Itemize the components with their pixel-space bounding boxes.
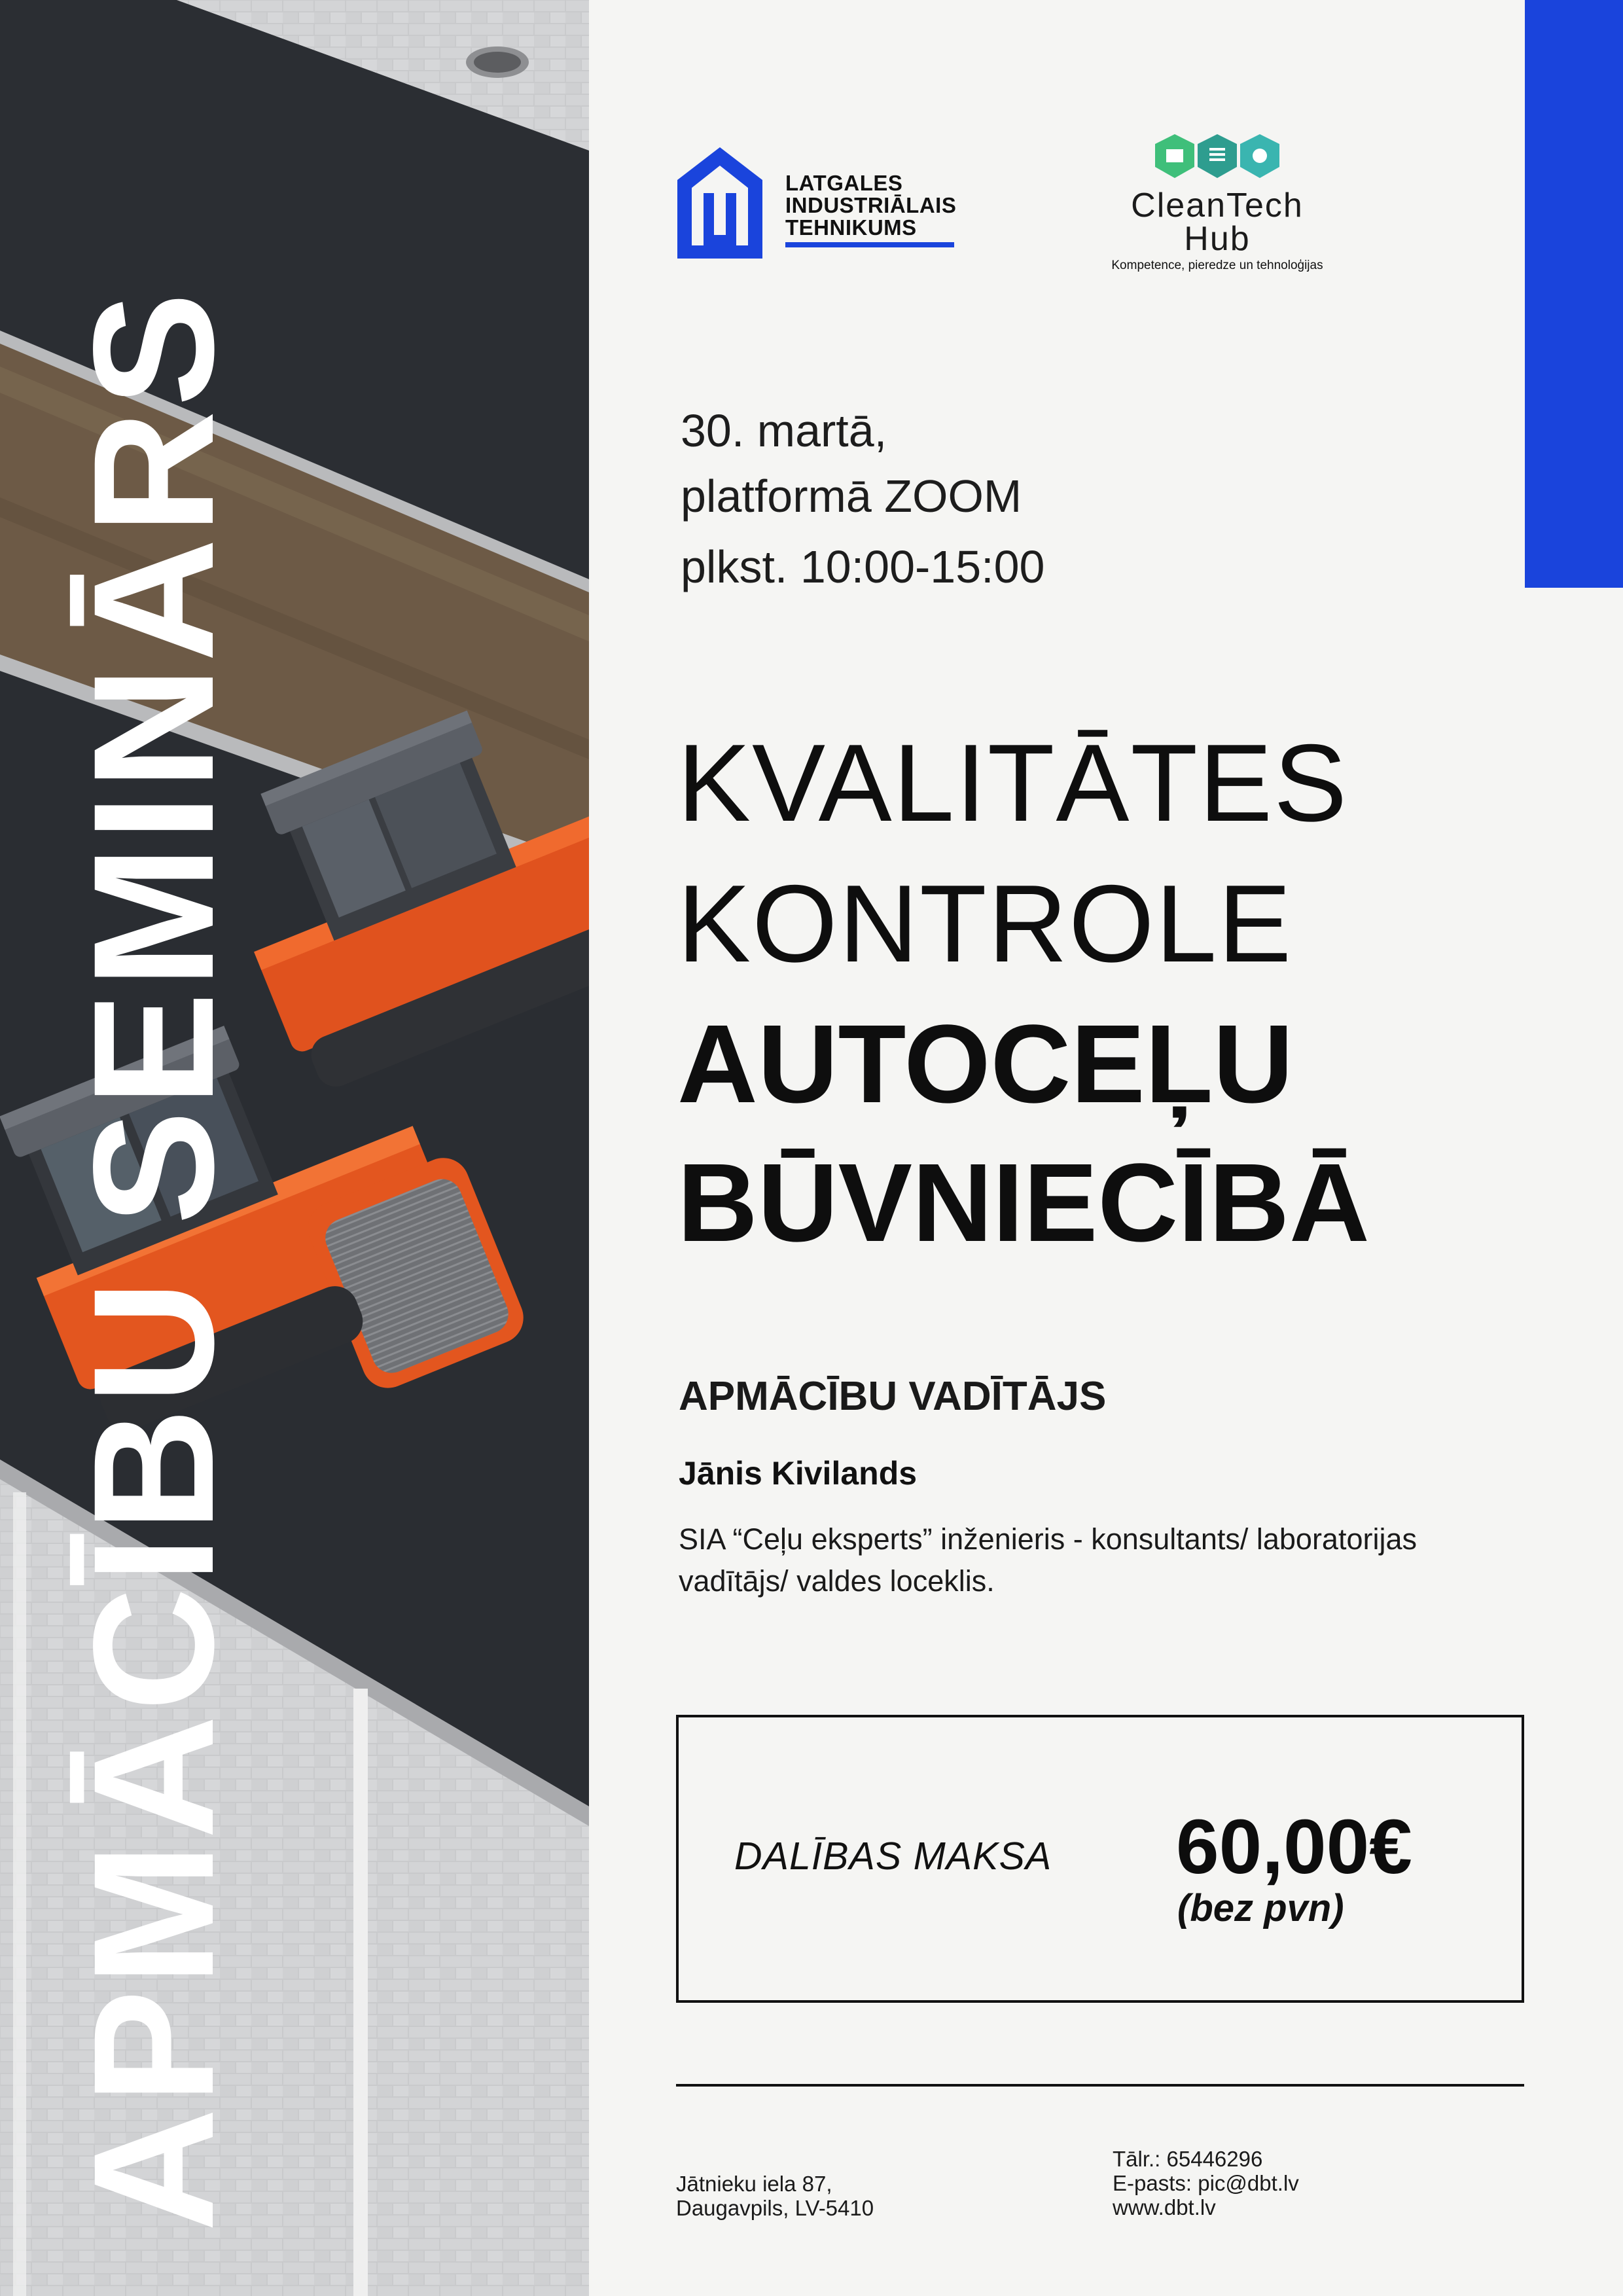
address-line-1: Jātnieku iela 87, [676,2172,832,2196]
lit-logo-line1: LATGALES [785,171,903,195]
address-line-2: Daugavpils, LV-5410 [676,2196,874,2220]
instructor-role: SIA “Ceļu eksperts” inženieris - konsultants/ laboratorijas vadītājs/ valdes loceklis. [679,1522,1417,1598]
instructor-name: Jānis Kivilands [679,1455,918,1492]
event-platform: platformā ZOOM [681,471,1022,522]
footer-email[interactable]: E-pasts: pic@dbt.lv [1113,2171,1299,2195]
title-line-2: KONTROLE [677,862,1293,985]
price-value: 60,00€ [1176,1804,1412,1890]
vertical-seminar-title: APMĀCĪBU SEMINĀRS [58,288,249,2232]
event-date: 30. martā, [681,405,887,456]
lit-logo-line3: TEHNIKUMS [785,215,917,240]
footer-contacts [1113,2147,1299,2219]
lit-logo-text [785,172,956,239]
title-line-3: AUTOCEĻU [677,1002,1294,1126]
blue-accent-bar [1525,0,1623,588]
cleantech-hub-name: Hub [1184,220,1251,258]
cleantech-tagline: Kompetence, pieredze un tehnoloģijas [1111,259,1323,272]
cleantech-hub-logo [1086,131,1348,281]
title-line-1: KVALITĀTES [677,721,1349,844]
cleantech-name: CleanTech [1131,187,1304,224]
title-line-4: BŪVNIECĪBĀ [677,1141,1370,1265]
house-logo-icon [677,147,762,259]
hexagon-icons [1152,131,1283,183]
footer-address [676,2172,874,2220]
price-label: DALĪBAS MAKSA [734,1835,1052,1878]
event-time: plkst. 10:00-15:00 [681,541,1045,592]
footer-divider [676,2084,1524,2087]
footer-website-link[interactable]: www.dbt.lv [1113,2195,1216,2219]
lit-logo-line2: INDUSTRIĀLAIS [785,193,957,217]
price-vat-note: (bez pvn) [1177,1887,1344,1929]
instructor-heading: APMĀCĪBU VADĪTĀJS [679,1374,1107,1419]
lit-logo-underline [785,242,954,247]
road-roller-photo [0,0,589,2296]
latgales-tehnikums-logo [677,147,991,259]
footer-phone: Tālr.: 65446296 [1113,2147,1263,2171]
price-box [676,1715,1524,2003]
